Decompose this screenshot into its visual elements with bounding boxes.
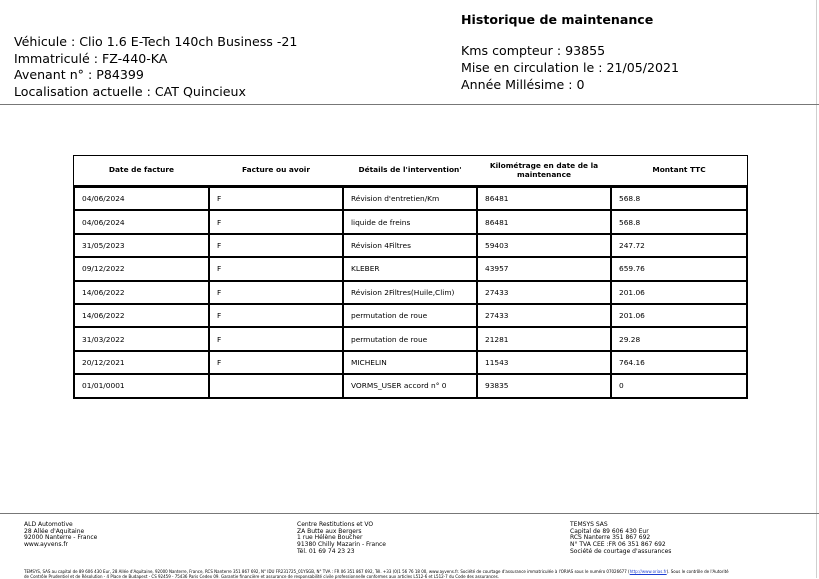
header-details: Détails de l'intervention' [343,156,477,186]
cell-mileage: 27433 [477,281,611,304]
cell-mileage: 21281 [477,327,611,350]
header-mileage: Kilométrage en date de la maintenance [477,156,611,186]
cell-mileage: 59403 [477,234,611,257]
cell-details: VORMS_USER accord n° 0 [343,374,477,397]
footer-line: N° TVA CEE :FR 06 351 867 692 [570,541,666,549]
footer-line: 1 rue Hélène Boucher [297,534,363,542]
table-row [74,327,747,350]
cell-details: Révision 2Filtres(Huile,Clim) [343,281,477,304]
cell-details: permutation de roue [343,327,477,350]
cell-mileage: 93835 [477,374,611,397]
cell-mileage: 43957 [477,257,611,280]
table-row [74,257,747,280]
maintenance-table [73,155,748,399]
cell-amount: 201.06 [611,281,747,304]
table-row [74,374,747,397]
cell-amount: 659.76 [611,257,747,280]
table-row [74,234,747,257]
cell-details: Révision d'entretien/Km [343,186,477,210]
legal-line-2: de Contrôle Prudentiel et de Résolution - 4 Place de Budapest - CS 92459 - 75436 Paris Cedex 09. Garantie financière et assurance de responsabilité civile professionnelle conformes aux articles L512-6 et L512-7 du Code des assurances. [24,574,499,579]
cell-type: F [209,351,343,374]
table-row [74,351,747,374]
footer-temsys [570,522,671,556]
footer-line: ZA Butte aux Bergers [297,527,362,535]
cell-details: Révision 4Filtres [343,234,477,257]
cell-type [209,374,343,397]
cell-amount: 0 [611,374,747,397]
circulation-date: Mise en circulation le : 21/05/2021 [461,60,680,75]
cell-mileage: 86481 [477,210,611,233]
footer-line: 92000 Nanterre - France [24,534,98,542]
footer-line: Centre Restitutions et VO [297,521,374,528]
header-type: Facture ou avoir [209,156,343,186]
header-amount: Montant TTC [611,156,747,186]
footer-line: ALD Automotive [24,521,73,528]
cell-mileage: 27433 [477,304,611,327]
cell-date: 01/01/0001 [74,374,209,397]
footer-line: 28 Allée d'Aquitaine [24,527,85,535]
page-title: Historique de maintenance [461,12,654,27]
cell-type: F [209,327,343,350]
legal-text: TEMSYS, SAS au capital de 89 606 430 Eur, 28 Allée d'Aquitaine, 92000 Nanterre, France, RCS Nanterre 351 867 692, N° IDU FR231725_01YSGB, N° TVA : FR 06 351 867 692, Tél. +33 (0)1 56 76 18 00, www.ayvens.fr. Société de courtage d'assurance immatriculée à l'ORIAS sous le numéro 07026677 ( [24,569,630,574]
model-year: Année Millésime : 0 [461,77,585,92]
cell-date: 09/12/2022 [74,257,209,280]
cell-details: liquide de freins [343,210,477,233]
table-row [74,281,747,304]
table-row [74,186,747,210]
legal-text-end: ). Sous le contrôle de l'Autorité [666,569,729,574]
cell-details: permutation de roue [343,304,477,327]
cell-type: F [209,210,343,233]
header-divider [0,104,819,105]
footer-restitution-center [297,522,386,556]
cell-date: 31/05/2023 [74,234,209,257]
cell-mileage: 11543 [477,351,611,374]
cell-type: F [209,281,343,304]
cell-type: F [209,186,343,210]
footer-line: Tél. 01 69 74 23 23 [297,547,355,555]
table-row [74,210,747,233]
footer-line: 91380 Chilly Mazarin - France [297,541,386,549]
footer-line: TEMSYS SAS [570,521,608,528]
footer-line: Capital de 89 606 430 Eur [570,527,649,535]
vehicle-location: Localisation actuelle : CAT Quincieux [14,83,246,99]
cell-mileage: 86481 [477,186,611,210]
orias-link[interactable]: http://www.orias.fr [629,569,667,574]
vehicle-model: Véhicule : Clio 1.6 E-Tech 140ch Business -21 [14,34,298,49]
cell-details: MICHELIN [343,351,477,374]
cell-amount: 247.72 [611,234,747,257]
cell-amount: 201.06 [611,304,747,327]
cell-amount: 568.8 [611,186,747,210]
cell-type: F [209,234,343,257]
maintenance-summary [461,42,679,93]
footer-line: Société de courtage d'assurances [570,547,672,555]
vehicle-info [14,34,297,100]
footer-line: RCS Nanterre 351 867 692 [570,534,651,542]
kms-counter: Kms compteur : 93855 [461,43,606,58]
cell-date: 04/06/2024 [74,210,209,233]
page-edge [816,0,817,578]
table-header-row [74,156,747,186]
vehicle-plate: Immatriculé : FZ-440-KA [14,50,168,66]
cell-date: 14/06/2022 [74,304,209,327]
cell-type: F [209,304,343,327]
table-row [74,304,747,327]
vehicle-avenant: Avenant n° : P84399 [14,67,144,82]
cell-date: 14/06/2022 [74,281,209,304]
footer-company [24,522,97,549]
cell-type: F [209,257,343,280]
cell-date: 20/12/2021 [74,351,209,374]
cell-date: 31/03/2022 [74,327,209,350]
cell-amount: 568.8 [611,210,747,233]
cell-amount: 29.28 [611,327,747,350]
footer-divider [0,513,819,514]
cell-date: 04/06/2024 [74,186,209,210]
cell-amount: 764.16 [611,351,747,374]
header-date: Date de facture [74,156,209,186]
cell-details: KLEBER [343,257,477,280]
footer-line: www.ayvens.fr [24,541,68,549]
